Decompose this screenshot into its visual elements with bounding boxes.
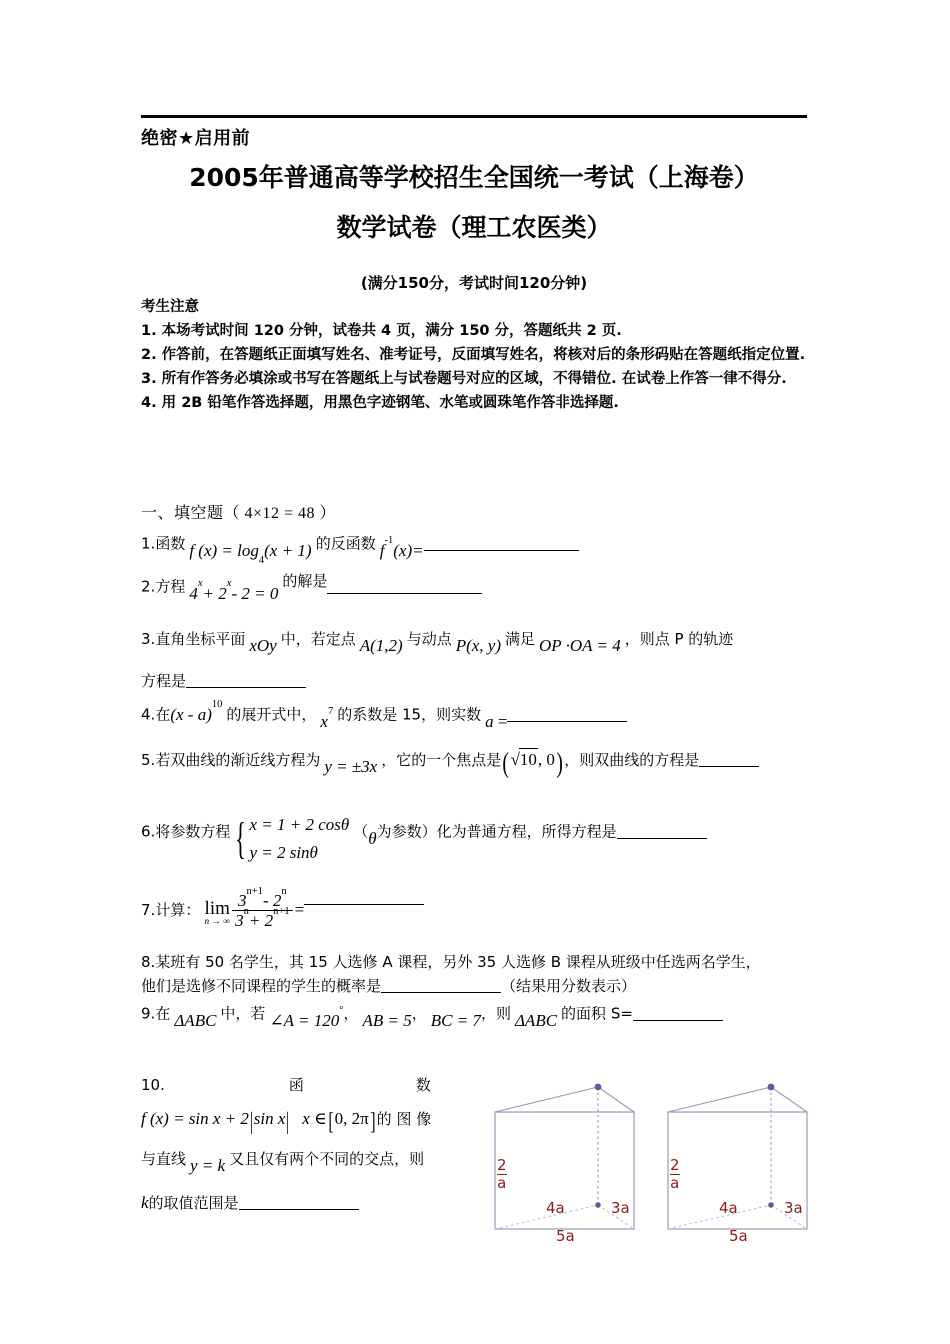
q3-t2: 与动点 [406, 630, 452, 648]
q8-line1: 某班有 50 名学生，其 15 人选修 A 课程，另外 35 人选修 B 课程从班级中任选两名学生， [155, 953, 761, 971]
q7-num-a-sup: n+1 [246, 885, 263, 897]
question-7 [141, 885, 831, 931]
q5-number: 5. [141, 751, 156, 769]
notice-item-3: 3. 所有作答务必填涂或书写在答题纸上与试卷题号对应的区域，不得错位. 在试卷上作答一律不得分. [141, 371, 787, 387]
q1-inverse-sup: -1 [384, 535, 394, 547]
apex-vertex-dot [768, 1084, 775, 1091]
q3-point-p: P(x, y) [455, 636, 502, 655]
q2-lead: 方程 [155, 577, 186, 596]
q3-point-a: A(1,2) [359, 636, 403, 655]
q9-t1: 中，若 [220, 1004, 266, 1023]
q2-expr-plus: + 2 [202, 583, 227, 603]
figure-left-label-5a: 5a [556, 1227, 575, 1245]
q1-answer-blank[interactable] [424, 550, 579, 551]
q2-expr-a: 4 [189, 583, 198, 603]
q4-lead: 在 [155, 705, 171, 724]
q5-focus-tail: , 0 [537, 750, 555, 769]
header-divider [141, 115, 807, 118]
q3-t3: 满足 [505, 630, 536, 648]
q3-plane: xOy [249, 636, 277, 655]
q3-t1: 中，若定点 [280, 630, 356, 648]
abs-bar-close-icon: | [286, 1109, 290, 1135]
q9-lead: 在 [155, 1004, 171, 1023]
question-3-line2 [141, 670, 831, 693]
notice-item-4: 4. 用 2B 铅笔作答选择题，用黑色字迹钢笔、水笔或圆珠笔作答非选择题. [141, 395, 619, 411]
bracket-open-icon: [ [327, 1109, 334, 1135]
q1-inverse-f: f [379, 540, 385, 560]
abs-bar-open-icon: | [249, 1109, 253, 1135]
q3-lead: 直角坐标平面 [155, 630, 246, 648]
q1-lead: 函数 [155, 534, 186, 553]
q6-row1: x = 1 + 2 cosθ [249, 815, 350, 834]
q7-number: 7. [141, 901, 156, 920]
apex-right-edge [771, 1087, 807, 1112]
notice-heading: 考生注意 [141, 299, 199, 315]
question-10-line1 [141, 1074, 491, 1097]
q1-formula-left: f (x) = log [189, 540, 259, 560]
figure-right-svg [666, 1075, 811, 1245]
q6-parametric-system [230, 811, 349, 867]
q7-den-b-sup: n+1 [273, 905, 290, 917]
q4-equals: = [497, 711, 508, 731]
q4-number: 4. [141, 705, 156, 724]
q9-t2: 的面积 S= [561, 1004, 633, 1023]
q7-num-mid: - 2 [263, 891, 282, 910]
figure-left-label-2-over-a [497, 1158, 507, 1191]
q1-equals: = [412, 540, 424, 560]
notice-item-1: 1. 本场考试时间 120 分钟，试卷共 4 页，满分 150 分，答题纸共 2 页. [141, 323, 622, 339]
q10-domain: 0, 2π [334, 1109, 369, 1128]
q7-num-a: 3 [238, 891, 247, 910]
q10-word-2: 数 [415, 1076, 431, 1094]
question-1 [141, 529, 831, 567]
paren-close-icon: ) [556, 748, 563, 779]
q10-t3: 又且仅有两个不同的交点，则 [229, 1150, 425, 1168]
q2-expr-a-sup: x [197, 578, 203, 590]
question-5 [141, 748, 831, 779]
apex-left-edge [668, 1087, 771, 1112]
apex-right-edge [598, 1087, 634, 1112]
question-10-line2 [141, 1108, 491, 1135]
left-brace-icon: { [235, 813, 247, 863]
q5-t2: ，则双曲线的方程是 [564, 751, 700, 769]
question-10-line3 [141, 1148, 491, 1175]
q7-lim: lim [204, 897, 230, 919]
apex-vertex-dot [595, 1084, 602, 1091]
question-4 [141, 699, 831, 731]
base-vertex-dot [768, 1202, 774, 1208]
q1-inverse-arg: (x) [393, 540, 413, 560]
q7-lead: 计算： [155, 901, 201, 920]
figure-right-label-4a: 4a [719, 1199, 738, 1217]
q5-answer-blank[interactable] [699, 766, 759, 767]
q2-expr-tail: - 2 = 0 [231, 583, 279, 603]
q6-lead: 将参数方程 [155, 822, 231, 841]
q10-number: 10. [141, 1076, 165, 1094]
q9-number: 9. [141, 1004, 156, 1023]
q10-fn: f (x) = sin x + 2 [141, 1109, 249, 1128]
q1-log-base: 4 [258, 555, 265, 567]
q5-focus-root: 10 [519, 750, 537, 769]
q3-number: 3. [141, 630, 156, 648]
page-subtitle: 数学试卷（理工农医类） [336, 213, 612, 242]
q6-param-var: θ [368, 828, 377, 848]
q9-c2: ， [411, 1004, 427, 1023]
q8-number: 8. [141, 953, 156, 971]
figure-right-frac-den: a [670, 1174, 680, 1192]
q7-lim-sub: n → ∞ [204, 916, 231, 927]
q4-var: a [485, 711, 494, 731]
q8-line2-b: （结果用分数表示） [501, 977, 637, 995]
q10-abs: sin x [253, 1109, 286, 1128]
q2-number: 2. [141, 577, 156, 596]
q7-den-a: 3 [235, 911, 244, 931]
q10-t2: 与直线 [141, 1150, 187, 1168]
q10-word-1: 函 [288, 1076, 304, 1094]
q9-bc: BC = 7 [430, 1010, 481, 1030]
q9-triangle-2: ΔABC [514, 1010, 558, 1030]
q4-expr-sup: 10 [211, 699, 223, 711]
q5-lead: 若双曲线的渐近线方程为 [155, 751, 321, 769]
figure-left [493, 1075, 638, 1245]
q7-den-mid: + 2 [248, 911, 274, 931]
q4-t1: 的展开式中， [226, 705, 317, 724]
figure-left-frac-den: a [497, 1174, 507, 1192]
q3-t4: ，则点 P 的轨迹 [624, 630, 734, 648]
q3-line2: 方程是 [141, 672, 187, 690]
q8-line2-a: 他们是选修不同课程的学生的概率是 [141, 977, 382, 995]
q9-triangle-1: ΔABC [174, 1010, 217, 1030]
q5-t1: ，它的一个焦点是 [381, 751, 502, 769]
apex-left-edge [495, 1087, 598, 1112]
bracket-close-icon: ] [370, 1109, 376, 1135]
figure-right-frac-num: 2 [670, 1156, 680, 1174]
q10-k-var: k [141, 1193, 149, 1212]
q10-line-eq: y = k [190, 1156, 226, 1175]
q6-number: 6. [141, 822, 156, 841]
figure-right-label-2-over-a [670, 1158, 680, 1191]
question-9 [141, 999, 831, 1030]
figure-right-label-3a: 3a [784, 1199, 803, 1217]
q2-expr-b-sup: x [226, 578, 232, 590]
page-title: 2005年普通高等学校招生全国统一考试（上海卷） [189, 163, 759, 192]
question-10-line4 [141, 1192, 491, 1215]
q9-degree-icon: ° [339, 1005, 344, 1017]
q7-den-a-sup: n [243, 905, 249, 917]
figure-left-frac-num: 2 [497, 1156, 507, 1174]
question-3 [141, 628, 831, 655]
notice-item-2: 2. 作答前，在答题纸正面填写姓名、准考证号，反面填写姓名，将核对后的条形码贴在答题纸指定位置. [141, 347, 806, 363]
q2-answer-blank[interactable] [327, 593, 482, 594]
q7-answer-blank[interactable] [304, 904, 424, 905]
question-8 [141, 951, 831, 974]
question-6 [141, 805, 831, 861]
q10-domain-var: x ∈ [302, 1109, 327, 1128]
q7-num-b-sup: n [281, 885, 287, 897]
q6-param-close: 为参数）化为普通方程，所得方程是 [376, 822, 617, 841]
q7-equals: = [294, 900, 305, 920]
q8-answer-blank[interactable] [381, 992, 501, 993]
figure-left-label-4a: 4a [546, 1199, 565, 1217]
figure-right [666, 1075, 811, 1245]
q1-formula-arg: (x + 1) [264, 540, 312, 560]
q9-ab: AB = 5 [362, 1010, 412, 1030]
q9-angle: ∠A = 120 [269, 1010, 340, 1030]
q4-answer-blank[interactable] [507, 721, 627, 722]
q3-answer-blank[interactable] [186, 687, 306, 688]
q7-fraction [232, 885, 292, 931]
q4-term: x [320, 711, 328, 731]
question-2 [141, 571, 831, 603]
score-time-line: (满分150分，考试时间120分钟) [360, 274, 588, 292]
candidate-notice [141, 295, 821, 415]
radical-icon: √ [510, 750, 520, 769]
q1-mid: 的反函数 [315, 534, 376, 553]
figure-right-label-5a: 5a [729, 1227, 748, 1245]
q6-answer-blank[interactable] [617, 838, 707, 839]
q2-tail: 的解是 [282, 571, 328, 590]
question-8-line2 [141, 975, 831, 998]
q6-row2: y = 2 sinθ [249, 843, 318, 862]
figure-left-svg [493, 1075, 638, 1245]
q10-answer-blank[interactable] [239, 1209, 359, 1210]
secret-label: 绝密★启用前 [141, 128, 251, 149]
q9-c3: ，则 [480, 1004, 511, 1023]
q10-t1: 的 图 像 [376, 1110, 432, 1128]
q9-answer-blank[interactable] [633, 1020, 723, 1021]
q10-t4: 的取值范围是 [148, 1194, 239, 1212]
base-vertex-dot [595, 1202, 601, 1208]
figure-left-label-3a: 3a [611, 1199, 630, 1217]
q4-term-sup: 7 [327, 706, 334, 718]
q6-param-open: （ [353, 822, 369, 841]
paren-open-icon: ( [502, 748, 510, 779]
q7-limit-operator [204, 897, 231, 928]
q5-asymptote: y = ±3x [324, 757, 378, 776]
q1-number: 1. [141, 534, 156, 553]
q4-t2: 的系数是 15，则实数 [337, 705, 482, 724]
section-heading-fill-in-blank: 一、填空题（ 4×12 = 48 ） [141, 505, 337, 522]
q4-expr: (x - a) [170, 704, 212, 724]
q3-condition: OP ·OA = 4 [539, 636, 621, 655]
q9-c1: ， [343, 1004, 359, 1023]
